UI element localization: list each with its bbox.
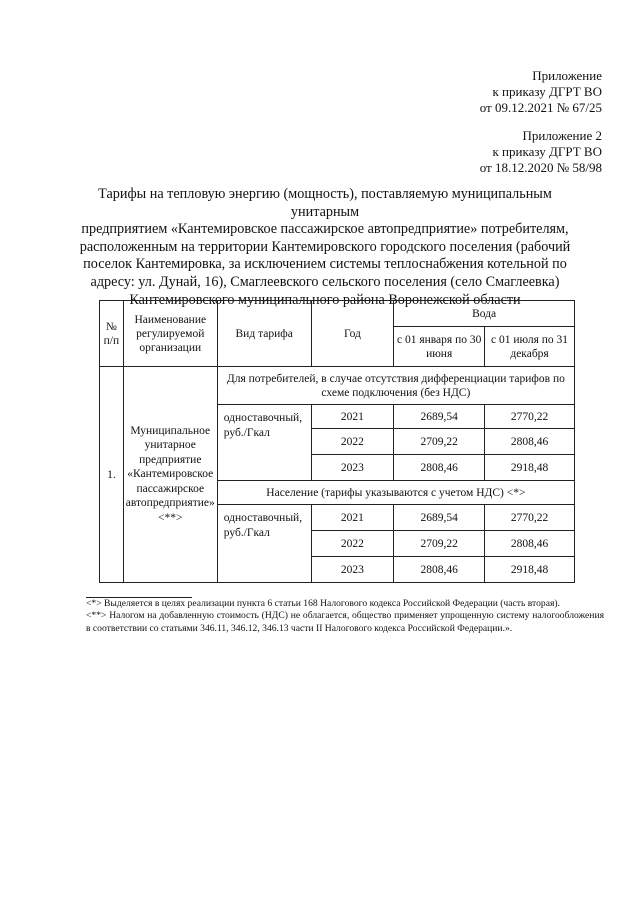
year-cell: 2023 (311, 557, 394, 583)
value-second-half: 2918,48 (485, 557, 575, 583)
annex-header-2 (480, 128, 602, 176)
value-first-half: 2808,46 (394, 557, 485, 583)
value-second-half: 2808,46 (485, 531, 575, 557)
tariff-table (99, 300, 575, 583)
tariff-type: одноставочный, руб./Гкал (217, 505, 311, 583)
title-line-6: Кантемировского муниципального района Воронежской области (129, 291, 521, 308)
value-first-half: 2689,54 (394, 405, 485, 429)
header-tariff-type: Вид тарифа (217, 301, 311, 367)
header-first-half: с 01 января по 30 июня (394, 327, 485, 367)
header-second-half: с 01 июля по 31 декабря (485, 327, 575, 367)
year-cell: 2021 (311, 405, 394, 429)
year-cell: 2022 (311, 429, 394, 455)
organization-name: Муниципальное унитарное предприятие «Кантемировское пассажирское автопредприятие» <**> (123, 367, 217, 583)
header-org: Наименование регулируемой организации (123, 301, 217, 367)
title-line-4: поселок Кантемировка, за исключением системы теплоснабжения котельной по (83, 256, 567, 273)
value-second-half: 2770,22 (485, 505, 575, 531)
year-cell: 2021 (311, 505, 394, 531)
row-number: 1. (100, 367, 124, 583)
header-water: Вода (394, 301, 575, 327)
value-first-half: 2709,22 (394, 531, 485, 557)
annex-1-line-1: Приложение (532, 68, 602, 83)
header-year: Год (311, 301, 394, 367)
section-label: Население (тарифы указываются с учетом НДС) <*> (217, 481, 574, 505)
annex-header-1 (480, 68, 602, 116)
title-line-1: Тарифы на тепловую энергию (мощность), поставляемую муниципальным унитарным (98, 186, 552, 220)
value-first-half: 2709,22 (394, 429, 485, 455)
value-second-half: 2918,48 (485, 455, 575, 481)
value-first-half: 2689,54 (394, 505, 485, 531)
tariff-type: одноставочный, руб./Гкал (217, 405, 311, 481)
document-title (76, 186, 574, 309)
annex-1-line-3: от 09.12.2021 № 67/25 (479, 100, 602, 115)
value-second-half: 2770,22 (485, 405, 575, 429)
annex-2-line-1: Приложение 2 (522, 128, 602, 143)
header-num: № п/п (100, 301, 124, 367)
value-first-half: 2808,46 (394, 455, 485, 481)
annex-2-line-3: от 18.12.2020 № 58/98 (479, 160, 602, 175)
title-line-5: адресу: ул. Дунай, 16), Смаглеевского сельского поселения (село Смаглеевка) (90, 273, 560, 290)
title-line-2: предприятием «Кантемировское пассажирское автопредприятие» потребителям, (81, 221, 569, 238)
title-line-3: расположенным на территории Кантемировского городского поселения (рабочий (79, 238, 571, 255)
footnotes (86, 598, 604, 635)
section-label: Для потребителей, в случае отсутствия дифференциации тарифов по схеме подключения (без НДС) (217, 367, 574, 405)
footnote-1: <*> Выделяется в целях реализации пункта 6 статьи 168 Налогового кодекса Российской Федерации (часть вторая). (86, 598, 560, 609)
footnote-2: <**> Налогом на добавленную стоимость (НДС) не облагается, общество применяет упрощенную систему налогообложения в соответствии со статьями 346.11, 346.12, 346.13 части II Налогового кодекса Российской Федерации.». (86, 610, 604, 634)
annex-2-line-2: к приказу ДГРТ ВО (492, 144, 602, 159)
year-cell: 2022 (311, 531, 394, 557)
value-second-half: 2808,46 (485, 429, 575, 455)
annex-1-line-2: к приказу ДГРТ ВО (492, 84, 602, 99)
year-cell: 2023 (311, 455, 394, 481)
